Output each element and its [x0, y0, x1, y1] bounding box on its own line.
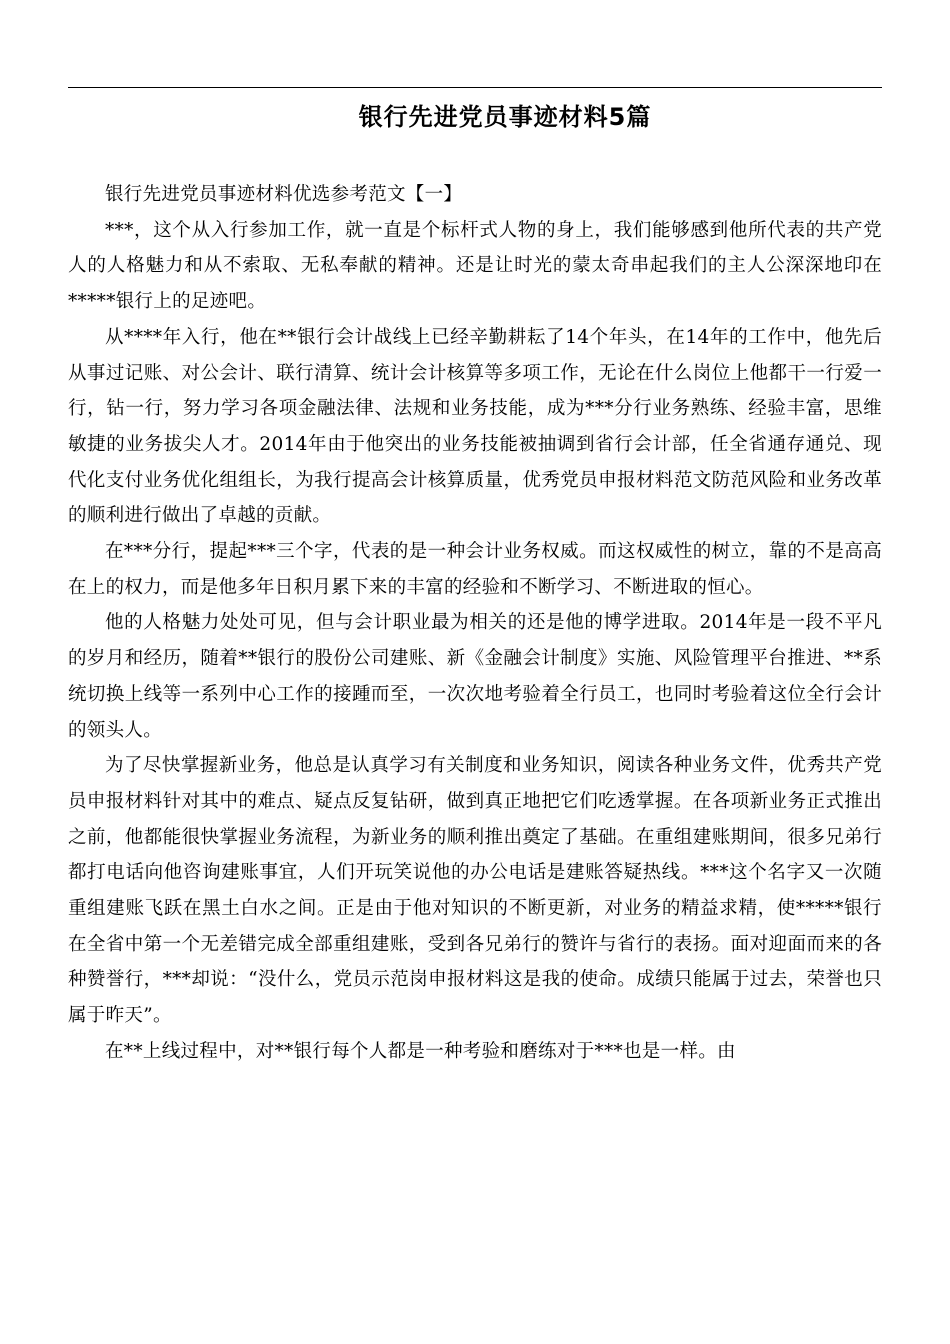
paragraph-heading: 银行先进党员事迹材料优选参考范文【一】: [105, 184, 463, 205]
document-title: 银行先进党员事迹材料5篇: [358, 103, 652, 131]
header-rule: [68, 87, 882, 88]
paragraph: 在**上线过程中，对**银行每个人都是一种考验和磨练对于***也是一样。由: [105, 1040, 736, 1062]
document-body: [68, 177, 882, 1070]
paragraph: 他的人格魅力处处可见，但与会计职业最为相关的还是他的博学进取。2014年是一段不平凡的岁月和经历，随着**银行的股份公司建账、新《金融会计制度》实施、风险管理平台推进、**系统切换上线等一系列中心工作的接踵而至，一次次地考验着全行员工，也同时考验着这位全行会计的领头人。: [68, 612, 882, 741]
paragraph: 从****年入行，他在**银行会计战线上已经辛勤耕耘了14个年头，在14年的工作中，他先后从事过记账、对公会计、联行清算、统计会计核算等多项工作，无论在什么岗位上他都干一行爱一行，钻一行，努力学习各项金融法律、法规和业务技能，成为***分行业务熟练、经验丰富，思维敏捷的业务拔尖人才。2014年由于他突出的业务技能被抽调到省行会计部，任全省通存通兑、现代化支付业务优化组组长，为我行提高会计核算质量，优秀党员申报材料范文防范风险和业务改革的顺利进行做出了卓越的贡献。: [68, 326, 882, 527]
paragraph: 为了尽快掌握新业务，他总是认真学习有关制度和业务知识，阅读各种业务文件，优秀共产党员申报材料针对其中的难点、疑点反复钻研，做到真正地把它们吃透掌握。在各项新业务正式推出之前，他都能很快掌握业务流程，为新业务的顺利推出奠定了基础。在重组建账期间，很多兄弟行都打电话向他咨询建账事宜，人们开玩笑说他的办公电话是建账答疑热线。***这个名字又一次随重组建账飞跃在黑土白水之间。正是由于他对知识的不断更新，对业务的精益求精，使*****银行在全省中第一个无差错完成全部重组建账，受到各兄弟行的赞许与省行的表扬。面对迎面而来的各种赞誉行，***却说：“没什么，党员示范岗申报材料这是我的使命。成绩只能属于过去，荣誉也只属于昨天”。: [68, 755, 882, 1027]
paragraph: ***，这个从入行参加工作，就一直是个标杆式人物的身上，我们能够感到他所代表的共产党人的人格魅力和从不索取、无私奉献的精神。还是让时光的蒙太奇串起我们的主人公深深地印在*****银行上的足迹吧。: [68, 219, 882, 313]
paragraph: 在***分行，提起***三个字，代表的是一种会计业务权威。而这权威性的树立，靠的不是高高在上的权力，而是他多年日积月累下来的丰富的经验和不断学习、不断进取的恒心。: [68, 541, 882, 598]
